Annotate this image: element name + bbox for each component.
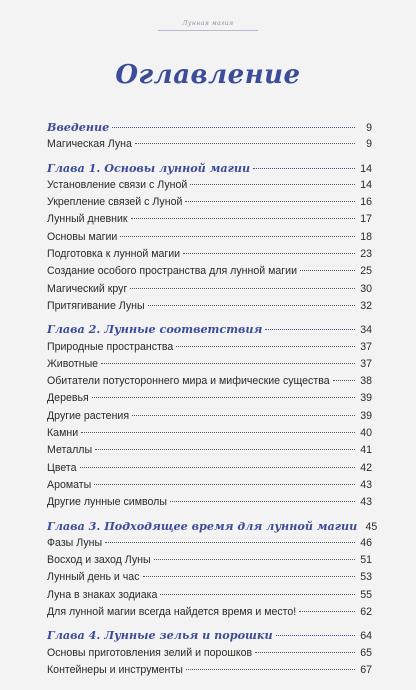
toc-section-row[interactable] [47, 408, 372, 425]
toc-page-number: 40 [360, 427, 372, 440]
dot-leader [120, 236, 355, 237]
toc-entry-title: Глава 2. Лунные соответствия [47, 322, 263, 337]
toc-page-number: 38 [360, 375, 372, 388]
toc-section-row[interactable] [47, 194, 372, 211]
toc-page-number: 46 [360, 536, 372, 549]
dot-leader [186, 669, 355, 670]
toc-section-row[interactable] [47, 442, 372, 459]
dot-leader [333, 380, 355, 381]
toc-section-row[interactable] [47, 263, 372, 280]
toc-page-number: 14 [360, 178, 372, 191]
toc-section-row[interactable] [47, 460, 372, 477]
dot-leader [299, 611, 355, 612]
dot-leader [81, 432, 355, 433]
toc-page-number: 53 [360, 571, 372, 584]
toc-page-number: 65 [360, 646, 372, 659]
toc-section-row[interactable] [47, 229, 372, 246]
toc-section-row[interactable] [47, 569, 372, 586]
dot-leader [143, 576, 356, 577]
dot-leader [300, 270, 355, 271]
toc-entry-title: Ароматы [47, 478, 92, 491]
toc-entry-title: Фазы Луны [47, 536, 103, 549]
dot-leader [160, 594, 355, 595]
toc-section-row[interactable] [47, 645, 372, 662]
toc-section-row[interactable] [47, 246, 372, 263]
toc-entry-title: Основы магии [47, 230, 118, 243]
toc-page-number: 39 [360, 409, 372, 422]
toc-section-row[interactable] [47, 390, 372, 407]
toc-section-row[interactable] [47, 339, 372, 356]
toc-page-number: 64 [360, 630, 372, 643]
toc-section-row[interactable] [47, 425, 372, 442]
toc-page-number: 30 [360, 282, 372, 295]
toc-entry-title: Природные пространства [47, 340, 174, 353]
page-title: Оглавление [115, 60, 301, 90]
toc-chapter-row[interactable] [47, 119, 372, 136]
dot-leader [94, 484, 355, 485]
toc-page-number: 34 [360, 324, 372, 337]
toc-section-row[interactable] [47, 177, 372, 194]
toc-page-number: 67 [360, 663, 372, 676]
toc-page-number: 14 [360, 162, 372, 175]
toc-entry-title: Другие растения [47, 409, 130, 422]
dot-leader [265, 329, 355, 330]
toc-entry-title: Деревья [47, 392, 89, 405]
toc-entry-title: Установление связи с Луной [47, 178, 188, 191]
toc-entry-title: Магический круг [47, 282, 128, 295]
toc-section-row[interactable] [47, 298, 372, 315]
toc-entry-title: Укрепление связей с Луной [47, 196, 183, 209]
toc-entry-title: Камни [47, 427, 79, 440]
toc-entry-title: Контейнеры и инструменты [47, 663, 183, 676]
dot-leader [276, 635, 355, 636]
dot-leader [185, 201, 355, 202]
dot-leader [130, 288, 355, 289]
toc-section-row[interactable] [47, 211, 372, 228]
toc-entry-title: Восход и заход Луны [47, 554, 151, 567]
toc-entry-title: Луна в знаках зодиака [47, 588, 158, 601]
toc-entry-title: Введение [47, 120, 110, 134]
toc-page-number: 43 [360, 496, 372, 509]
toc-page-number: 9 [366, 138, 372, 151]
toc-chapter-row[interactable] [47, 627, 372, 644]
toc-page-number: 41 [360, 444, 372, 457]
toc-page-number: 43 [360, 478, 372, 491]
dot-leader [101, 363, 355, 364]
dot-leader [176, 346, 355, 347]
toc-entry-title: Цвета [47, 461, 77, 474]
toc-section-row[interactable] [47, 373, 372, 390]
toc-section-row[interactable] [47, 552, 372, 569]
toc-page-number: 9 [366, 122, 372, 134]
toc-section-row[interactable] [47, 477, 372, 494]
dot-leader [95, 449, 355, 450]
toc-entry-title: Другие лунные символы [47, 496, 167, 509]
table-of-contents [47, 119, 378, 679]
toc-page-number: 42 [360, 461, 372, 474]
toc-page-number: 17 [360, 213, 372, 226]
toc-entry-title: Животные [47, 357, 99, 370]
toc-page-number: 25 [360, 265, 372, 278]
dot-leader [135, 143, 355, 144]
toc-section-row[interactable] [47, 662, 372, 679]
toc-page-number: 16 [360, 196, 372, 209]
toc-page-number: 55 [360, 588, 372, 601]
running-head: Лунная магия [182, 20, 234, 27]
toc-page-number: 18 [360, 230, 372, 243]
toc-entry-title: Лунный дневник [47, 213, 128, 226]
toc-entry-title: Глава 4. Лунные зелья и порошки [47, 628, 273, 643]
toc-page-number: 62 [360, 606, 372, 619]
dot-leader [92, 397, 355, 398]
toc-section-row[interactable] [47, 356, 372, 373]
toc-page-number: 23 [360, 248, 372, 261]
toc-section-row[interactable] [47, 136, 372, 153]
toc-entry-title: Для лунной магии всегда найдется время и место! [47, 606, 297, 619]
dot-leader [105, 542, 355, 543]
dot-leader [154, 559, 355, 560]
dot-leader [170, 501, 355, 502]
toc-entry-title: Металлы [47, 444, 93, 457]
toc-page-number: 39 [360, 392, 372, 405]
dot-leader [80, 467, 355, 468]
toc-page-number: 51 [360, 554, 372, 567]
dot-leader [253, 168, 355, 169]
toc-section-row[interactable] [47, 535, 372, 552]
dot-leader [112, 127, 355, 128]
toc-section-row[interactable] [47, 604, 372, 621]
toc-chapter-row[interactable] [47, 321, 372, 338]
toc-entry-title: Создание особого пространства для лунной магии [47, 265, 297, 278]
toc-chapter-row[interactable] [47, 518, 378, 535]
toc-page-number: 45 [365, 520, 378, 533]
dot-leader [190, 184, 355, 185]
toc-entry-title: Обитатели потустороннего мира и мифические существа [47, 375, 330, 388]
toc-section-row[interactable] [47, 281, 372, 298]
toc-entry-title: Притягивание Луны [47, 299, 145, 312]
toc-page-number: 37 [360, 340, 372, 353]
dot-leader [148, 305, 355, 306]
toc-entry-title: Подготовка к лунной магии [47, 248, 181, 261]
dot-leader [131, 218, 356, 219]
toc-entry-title: Основы приготовления зелий и порошков [47, 646, 253, 659]
toc-chapter-row[interactable] [47, 160, 372, 177]
toc-page-number: 32 [360, 299, 372, 312]
toc-section-row[interactable] [47, 494, 372, 511]
toc-entry-title: Глава 3. Подходящее время для лунной магии [47, 518, 358, 533]
header-divider [158, 30, 258, 31]
dot-leader [132, 415, 355, 416]
toc-entry-title: Магическая Луна [47, 138, 132, 151]
dot-leader [183, 253, 355, 254]
toc-entry-title: Лунный день и час [47, 571, 140, 584]
toc-page-number: 37 [360, 357, 372, 370]
toc-entry-title: Глава 1. Основы лунной магии [47, 160, 251, 175]
dot-leader [255, 652, 355, 653]
toc-section-row[interactable] [47, 587, 372, 604]
